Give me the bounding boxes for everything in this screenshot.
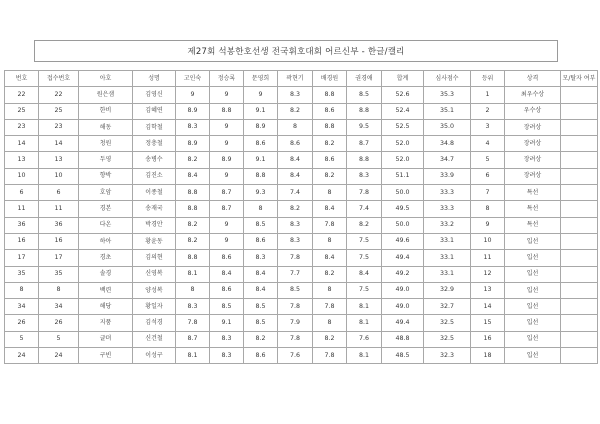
table-cell: 7.7 [278,266,313,282]
table-cell: 장려상 [505,152,561,168]
table-cell [561,315,598,331]
table-cell: 7.5 [347,233,382,249]
table-row [5,103,598,119]
table-cell: 청원 [79,136,133,152]
table-cell: 15 [471,315,505,331]
table-cell: 36 [5,217,39,233]
table-cell: 8.6 [244,233,278,249]
table-cell [561,266,598,282]
table-cell: 35.0 [424,119,471,135]
table-cell: 9 [210,233,244,249]
table-row [5,282,598,298]
table-cell: 8.8 [244,168,278,184]
table-cell: 26 [39,315,79,331]
table-cell: 송재국 [133,201,176,217]
table-cell: 10 [471,233,505,249]
table-cell: 7.4 [278,185,313,201]
table-cell: 8.2 [278,201,313,217]
table-cell: 5 [5,331,39,347]
table-cell: 33.1 [424,233,471,249]
table-cell: 장려상 [505,136,561,152]
column-header: 배경원 [313,71,347,87]
table-cell: 22 [5,87,39,103]
table-cell: 52.0 [382,136,424,152]
table-cell: 신영복 [133,266,176,282]
column-header: 정승록 [210,71,244,87]
table-cell: 8.7 [176,331,210,347]
table-cell: 구빈 [79,348,133,364]
column-header: 상격 [505,71,561,87]
table-cell: 14 [5,136,39,152]
table-cell: 양성복 [133,282,176,298]
table-cell: 34.8 [424,136,471,152]
table-cell: 향박 [79,168,133,184]
table-cell: 25 [5,103,39,119]
column-header: 아호 [79,71,133,87]
table-cell: 14 [39,136,79,152]
table-cell: 8 [471,201,505,217]
table-cell: 원은샘 [79,87,133,103]
table-row [5,233,598,249]
table-cell [561,233,598,249]
table-cell: 김석경 [133,315,176,331]
table-cell: 7.6 [278,348,313,364]
column-header: 문영희 [244,71,278,87]
table-cell: 32.3 [424,348,471,364]
table-cell: 48.5 [382,348,424,364]
table-row [5,168,598,184]
table-cell: 49.2 [382,266,424,282]
table-cell [561,201,598,217]
table-cell: 입선 [505,299,561,315]
column-header: 모/탈자 여부 [561,71,598,87]
table-cell: 8.3 [278,87,313,103]
table-cell: 11 [5,201,39,217]
table-cell [561,119,598,135]
table-cell: 다온 [79,217,133,233]
table-cell [561,282,598,298]
table-cell: 7.6 [347,331,382,347]
table-cell: 김학철 [133,119,176,135]
table-row [5,152,598,168]
table-cell: 박경안 [133,217,176,233]
table-cell: 8.5 [347,87,382,103]
table-cell: 50.0 [382,185,424,201]
table-cell: 24 [5,348,39,364]
table-cell [561,185,598,201]
table-cell: 8.6 [313,103,347,119]
table-cell: 33.9 [424,168,471,184]
table-cell: 7.8 [347,185,382,201]
table-cell: 16 [5,233,39,249]
table-cell: 8.2 [313,266,347,282]
table-cell: 23 [39,119,79,135]
table-cell: 8.3 [210,331,244,347]
table-cell: 정충철 [133,136,176,152]
table-cell: 9 [210,217,244,233]
table-cell: 8.8 [176,250,210,266]
table-cell: 8.2 [347,217,382,233]
column-header: 합계 [382,71,424,87]
table-cell: 34.7 [424,152,471,168]
table-cell: 입선 [505,266,561,282]
table-cell: 장려상 [505,168,561,184]
table-cell: 25 [39,103,79,119]
table-cell: 입선 [505,233,561,249]
table-cell: 7.8 [278,299,313,315]
column-header: 고인숙 [176,71,210,87]
table-cell [561,136,598,152]
table-cell: 이종철 [133,185,176,201]
table-cell: 8.1 [347,348,382,364]
table-cell: 8.8 [347,103,382,119]
table-cell: 11 [39,201,79,217]
table-cell: 8.8 [313,119,347,135]
table-cell: 35 [39,266,79,282]
table-row [5,217,598,233]
table-cell: 8.2 [313,168,347,184]
table-cell: 8.3 [347,168,382,184]
table-cell: 32.5 [424,315,471,331]
table-cell: 33.3 [424,185,471,201]
table-cell: 34 [5,299,39,315]
table-cell: 49.4 [382,315,424,331]
table-cell: 특선 [505,201,561,217]
table-cell: 8.6 [210,250,244,266]
results-table [4,70,598,364]
table-cell: 이성구 [133,348,176,364]
table-cell: 6 [5,185,39,201]
table-cell: 35.1 [424,103,471,119]
table-row [5,136,598,152]
table-row [5,87,598,103]
table-cell: 최우수상 [505,87,561,103]
table-cell: 글뎌 [79,331,133,347]
table-cell: 5 [471,152,505,168]
table-cell: 8.3 [176,119,210,135]
table-cell: 김의현 [133,250,176,266]
table-cell: 7.5 [347,282,382,298]
table-cell: 32.7 [424,299,471,315]
table-cell: 9 [210,168,244,184]
table-row [5,250,598,266]
table-cell: 8.4 [244,282,278,298]
table-cell [561,217,598,233]
table-cell: 52.6 [382,87,424,103]
table-cell: 8.3 [210,348,244,364]
table-cell: 입선 [505,348,561,364]
table-cell: 8 [313,233,347,249]
table-cell: 33.1 [424,250,471,266]
table-body [5,87,598,364]
table-cell: 10 [5,168,39,184]
table-cell: 8.2 [313,331,347,347]
table-cell [561,331,598,347]
table-cell: 8.8 [313,87,347,103]
table-cell: 황윤동 [133,233,176,249]
table-cell: 9 [210,136,244,152]
table-cell: 8.3 [278,217,313,233]
table-cell: 8.8 [210,103,244,119]
table-cell: 8.6 [210,282,244,298]
table-row [5,331,598,347]
table-cell: 7.8 [278,331,313,347]
table-cell: 해당 [79,299,133,315]
table-cell: 8.2 [176,152,210,168]
table-cell: 36 [39,217,79,233]
table-cell: 8.4 [278,152,313,168]
table-cell: 13 [39,152,79,168]
table-cell: 8.4 [347,266,382,282]
table-cell: 48.8 [382,331,424,347]
table-cell: 7.8 [313,217,347,233]
table-cell: 49.0 [382,299,424,315]
table-cell: 2 [471,103,505,119]
table-cell: 8.9 [176,136,210,152]
table-cell: 백련 [79,282,133,298]
table-cell: 8.6 [278,136,313,152]
column-header: 번호 [5,71,39,87]
table-cell: 8.2 [176,217,210,233]
column-header: 심사점수 [424,71,471,87]
table-cell: 8.6 [244,136,278,152]
table-cell: 지품 [79,315,133,331]
table-cell: 7 [471,185,505,201]
table-cell: 8.2 [244,331,278,347]
table-row [5,299,598,315]
column-header: 권경애 [347,71,382,87]
table-cell: 8 [39,282,79,298]
table-cell: 8.5 [244,217,278,233]
table-row [5,348,598,364]
table-cell: 특선 [505,217,561,233]
table-cell: 32.9 [424,282,471,298]
table-cell: 8.3 [244,250,278,266]
table-cell: 8.8 [176,201,210,217]
table-cell: 8.2 [278,103,313,119]
table-cell: 8.8 [176,185,210,201]
table-cell: 51.1 [382,168,424,184]
table-cell: 3 [471,119,505,135]
table-cell: 8.1 [347,299,382,315]
table-cell: 8 [313,315,347,331]
table-cell: 22 [39,87,79,103]
table-cell: 35 [5,266,39,282]
table-cell: 9.1 [244,103,278,119]
table-cell: 송병수 [133,152,176,168]
table-cell: 8.1 [347,315,382,331]
table-cell [561,152,598,168]
table-cell: 10 [39,168,79,184]
table-cell: 8.9 [176,103,210,119]
table-cell: 13 [5,152,39,168]
table-cell: 13 [471,282,505,298]
table-cell: 50.0 [382,217,424,233]
table-cell: 23 [5,119,39,135]
table-cell [561,250,598,266]
table-cell: 4 [471,136,505,152]
table-cell [561,87,598,103]
table-cell: 8.7 [347,136,382,152]
table-cell [561,299,598,315]
table-cell: 16 [471,331,505,347]
table-cell: 7.4 [347,201,382,217]
table-cell: 5 [39,331,79,347]
table-cell: 솔경 [79,266,133,282]
table-cell [561,348,598,364]
table-cell: 49.0 [382,282,424,298]
table-cell: 8 [244,201,278,217]
table-cell: 두영 [79,152,133,168]
table-cell: 9.5 [347,119,382,135]
table-cell: 33.1 [424,266,471,282]
table-cell: 경본 [79,201,133,217]
table-cell: 49.4 [382,250,424,266]
table-cell: 6 [39,185,79,201]
table-cell: 8.7 [210,201,244,217]
table-cell: 7.8 [278,250,313,266]
table-cell: 7.5 [347,250,382,266]
table-cell: 7.8 [313,299,347,315]
table-cell: 8.9 [244,119,278,135]
table-cell: 33.3 [424,201,471,217]
table-cell: 신건철 [133,331,176,347]
table-cell: 8.3 [278,233,313,249]
table-cell: 11 [471,250,505,266]
column-header: 접수번호 [39,71,79,87]
table-cell: 8.6 [313,152,347,168]
table-cell: 7.8 [313,348,347,364]
table-cell: 황일자 [133,299,176,315]
table-cell: 입선 [505,331,561,347]
table-cell: 8.4 [176,168,210,184]
table-cell: 김영신 [133,87,176,103]
table-cell: 26 [5,315,39,331]
column-header: 성명 [133,71,176,87]
table-cell: 입선 [505,282,561,298]
table-cell: 경초 [79,250,133,266]
table-cell [561,103,598,119]
table-cell: 8.9 [210,152,244,168]
table-cell: 6 [471,168,505,184]
table-cell: 8.7 [210,185,244,201]
table-cell: 49.5 [382,201,424,217]
table-row [5,315,598,331]
table-cell: 8.5 [244,315,278,331]
table-cell [561,168,598,184]
table-cell: 12 [471,266,505,282]
table-cell: 9.3 [244,185,278,201]
table-cell: 8.4 [244,266,278,282]
table-cell: 9.1 [244,152,278,168]
table-cell: 34 [39,299,79,315]
table-cell: 24 [39,348,79,364]
table-cell: 8.4 [313,250,347,266]
table-cell: 17 [39,250,79,266]
table-cell: 특선 [505,185,561,201]
table-cell: 8 [313,282,347,298]
table-cell: 49.6 [382,233,424,249]
table-row [5,201,598,217]
table-cell: 9 [244,87,278,103]
table-cell: 8.5 [210,299,244,315]
table-cell: 8.4 [278,168,313,184]
table-cell: 9 [471,217,505,233]
table-cell: 한비 [79,103,133,119]
table-cell: 8.5 [278,282,313,298]
table-row [5,185,598,201]
table-cell: 7.8 [176,315,210,331]
column-header: 곽현기 [278,71,313,87]
table-cell: 8.2 [313,136,347,152]
table-cell: 32.5 [424,331,471,347]
table-cell: 8.4 [210,266,244,282]
table-cell: 8.5 [244,299,278,315]
table-cell: 8.4 [313,201,347,217]
table-cell: 18 [471,348,505,364]
table-cell: 52.5 [382,119,424,135]
table-cell: 김혜연 [133,103,176,119]
table-cell: 9 [210,87,244,103]
table-cell: 9 [210,119,244,135]
table-cell: 장려상 [505,119,561,135]
table-cell: 9 [176,87,210,103]
table-cell: 8.3 [176,299,210,315]
table-cell: 52.0 [382,152,424,168]
table-cell: 8 [176,282,210,298]
table-cell: 입선 [505,315,561,331]
table-cell: 8.6 [244,348,278,364]
table-cell: 우수상 [505,103,561,119]
table-cell: 9.1 [210,315,244,331]
table-cell: 하아 [79,233,133,249]
table-cell: 33.2 [424,217,471,233]
table-cell: 17 [5,250,39,266]
table-cell: 8 [5,282,39,298]
table-cell: 8.2 [176,233,210,249]
table-cell: 14 [471,299,505,315]
table-cell: 35.3 [424,87,471,103]
table-cell: 8 [313,185,347,201]
table-cell: 8 [278,119,313,135]
table-row [5,119,598,135]
table-cell: 해동 [79,119,133,135]
table-cell: 8.1 [176,266,210,282]
table-cell: 16 [39,233,79,249]
document-title [34,40,558,62]
table-header [5,71,598,87]
table-cell: 52.4 [382,103,424,119]
table-cell: 8.1 [176,348,210,364]
header-row [5,71,598,87]
table-cell: 8.8 [347,152,382,168]
table-cell: 1 [471,87,505,103]
table-row [5,266,598,282]
table-cell: 김진소 [133,168,176,184]
document-title-text: 제27회 석봉한호선생 전국휘호대회 어르신부 - 한글/캘리 [187,47,405,57]
table-cell: 입선 [505,250,561,266]
table-cell: 7.9 [278,315,313,331]
table-cell: 호암 [79,185,133,201]
column-header: 등위 [471,71,505,87]
